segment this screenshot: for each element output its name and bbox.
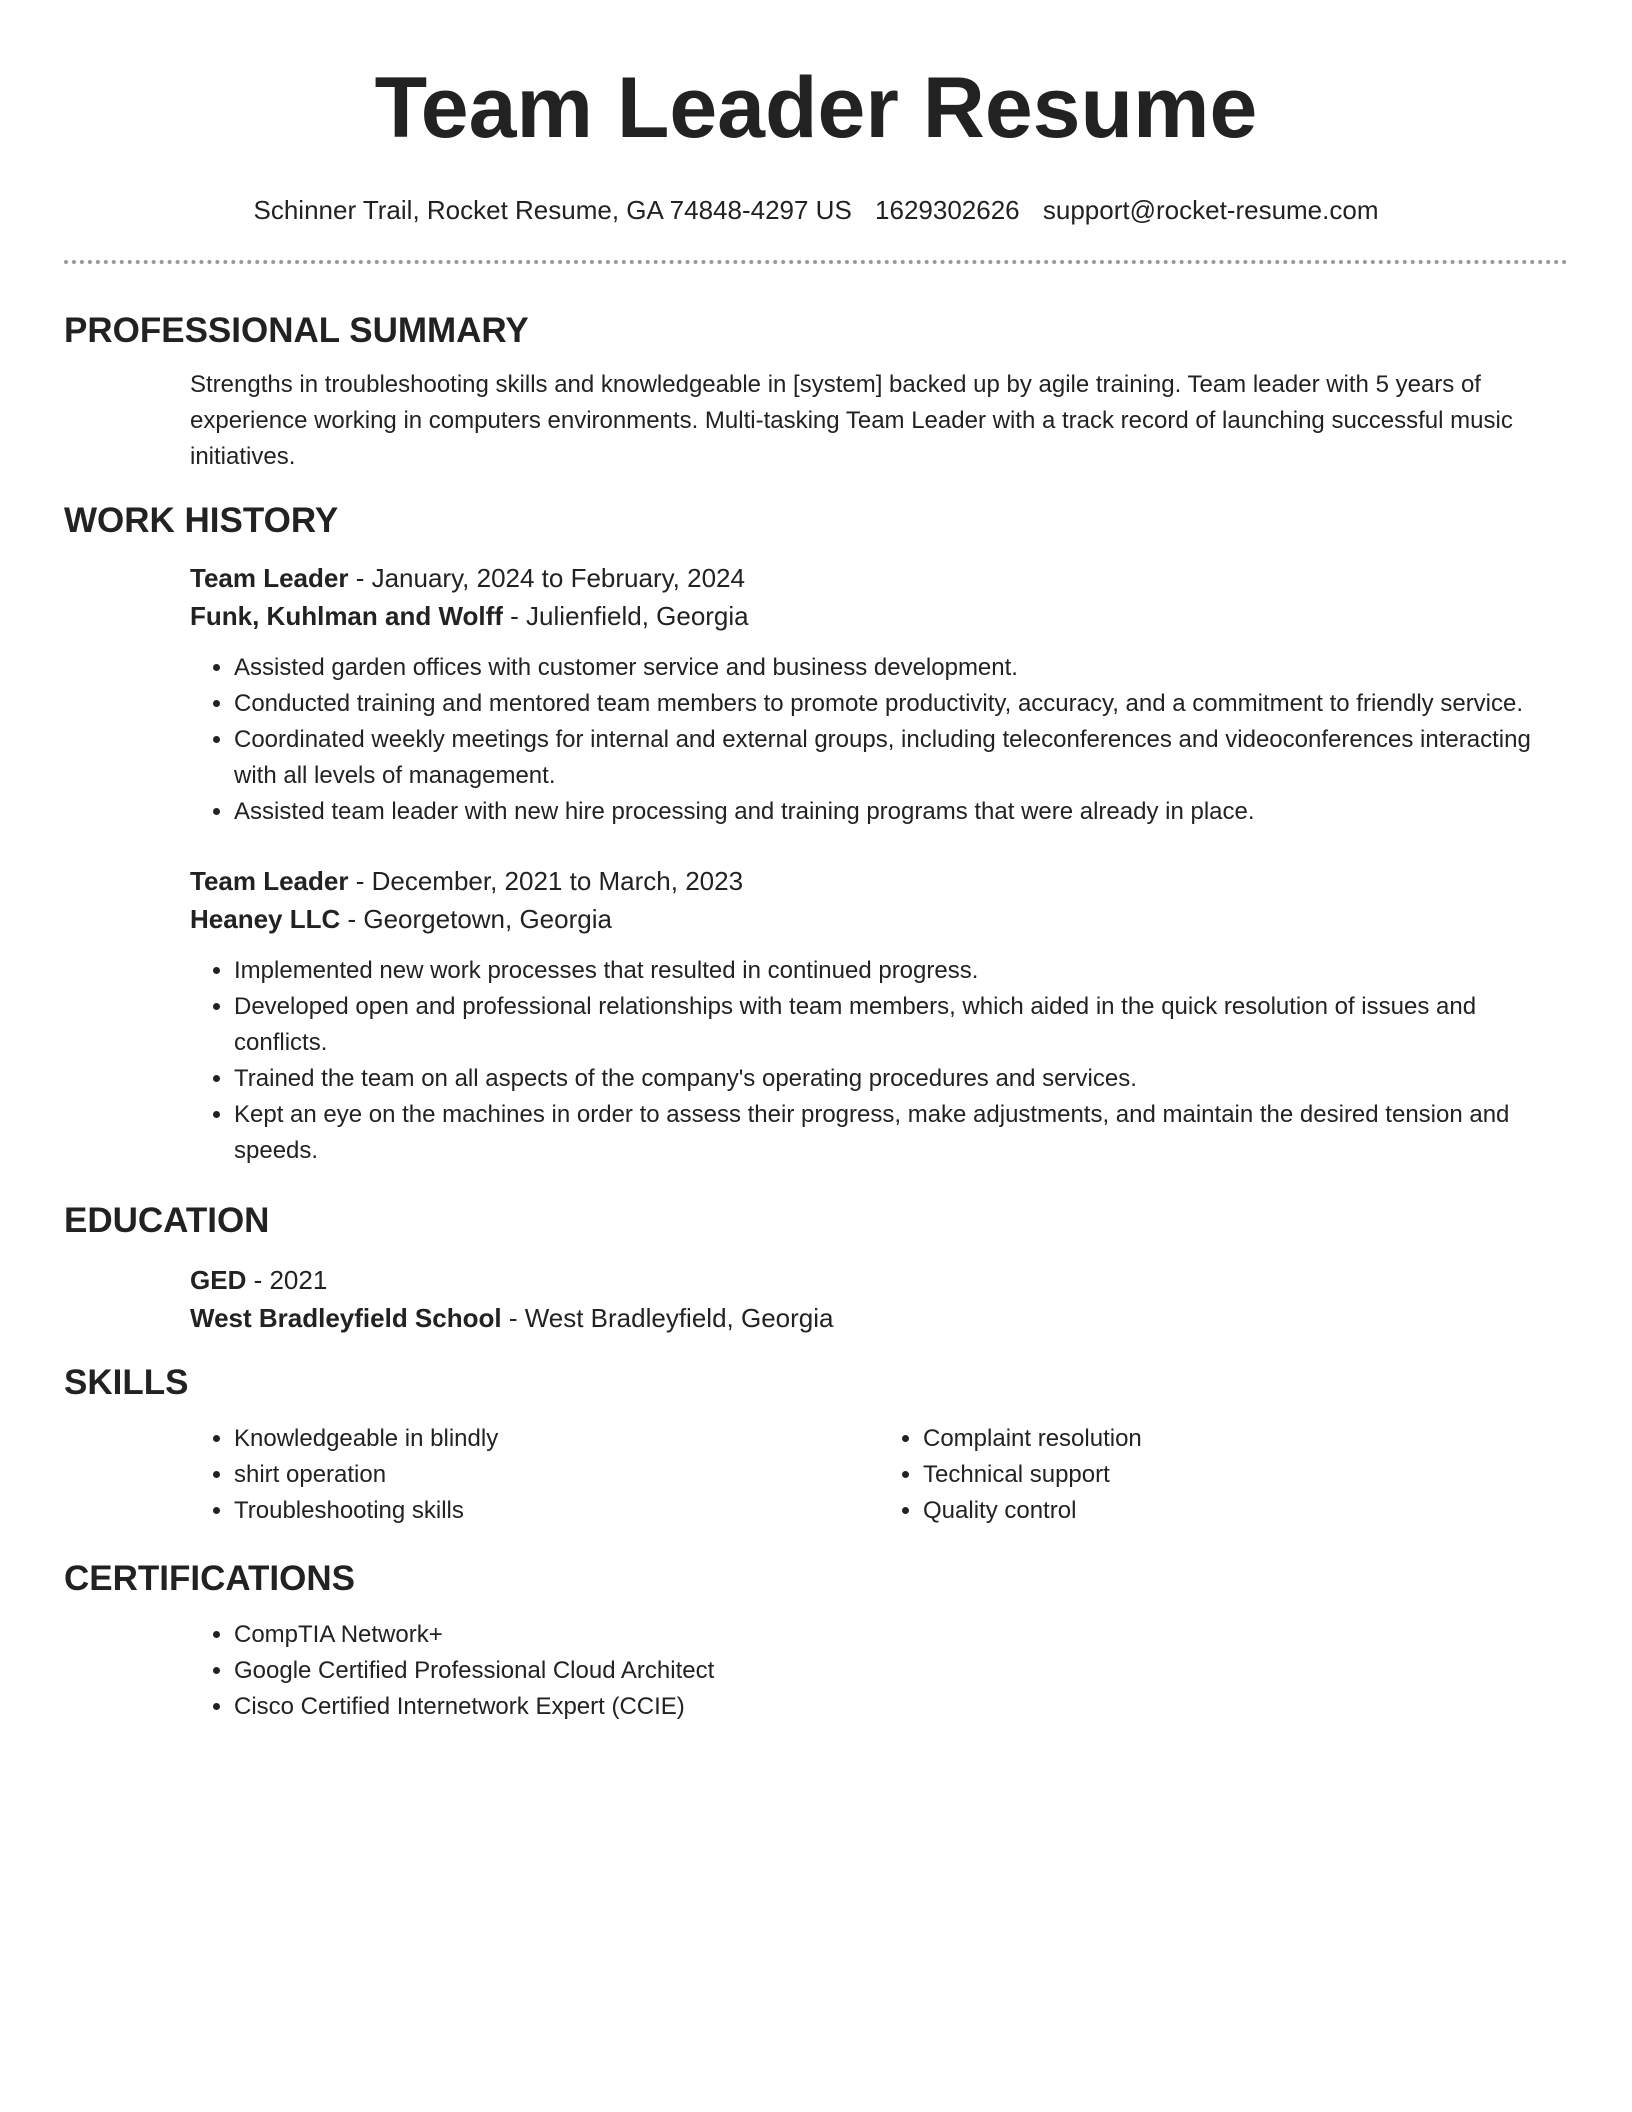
- contact-line: [64, 194, 1568, 226]
- job-dates: - January, 2024 to February, 2024: [348, 563, 745, 593]
- summary-text: Strengths in troubleshooting skills and knowledgeable in [system] backed up by agile training. Team leader with 5 years of experience working in computers environments. Multi-tasking Team Leader with a track record of launching successful music initiatives.: [190, 371, 1513, 470]
- list-item: • Troubleshooting skills: [234, 1493, 879, 1529]
- job-bullets: [190, 953, 1568, 1169]
- job-title: Team Leader: [190, 866, 349, 896]
- job-company-line: [190, 597, 1568, 635]
- list-item: • Implemented new work processes that resulted in continued progress.: [234, 953, 1568, 989]
- certifications-list: [190, 1617, 1568, 1725]
- job-location: - Georgetown, Georgia: [340, 904, 612, 934]
- education-school-line: [190, 1299, 1568, 1337]
- skills-right-column: [879, 1421, 1568, 1529]
- list-item: • Developed open and professional relationships with team members, which aided in the quick resolution of issues and conflicts.: [234, 989, 1568, 1061]
- certifications-heading: CERTIFICATIONS: [64, 1559, 356, 1598]
- job-bullets: [190, 650, 1568, 830]
- job-company: Heaney LLC: [190, 904, 341, 934]
- resume-title: Team Leader Resume: [374, 60, 1258, 156]
- education-heading: EDUCATION: [64, 1201, 270, 1240]
- job-entry: [190, 862, 1568, 1169]
- skills-grid: [190, 1421, 1568, 1529]
- job-title-line: [190, 559, 1568, 597]
- job-company-line: [190, 900, 1568, 938]
- certifications-block: [190, 1617, 1568, 1725]
- skills-left-column: [190, 1421, 879, 1529]
- education-degree: GED: [190, 1265, 247, 1295]
- job-entry: [190, 559, 1568, 830]
- list-item: • Complaint resolution: [923, 1421, 1568, 1457]
- list-item: • Quality control: [923, 1493, 1568, 1529]
- list-item: • Kept an eye on the machines in order to assess their progress, make adjustments, and maintain the desired tension and speeds.: [234, 1097, 1568, 1169]
- list-item: • Google Certified Professional Cloud Architect: [234, 1653, 1568, 1689]
- list-item: • Cisco Certified Internetwork Expert (CCIE): [234, 1689, 1568, 1725]
- list-item: • shirt operation: [234, 1457, 879, 1493]
- work-history-heading: WORK HISTORY: [64, 501, 339, 540]
- job-title-line: [190, 862, 1568, 900]
- education-entry: [190, 1261, 1568, 1337]
- education-location: - West Bradleyfield, Georgia: [501, 1303, 834, 1333]
- list-item: • Knowledgeable in blindly: [234, 1421, 879, 1457]
- job-dates: - December, 2021 to March, 2023: [348, 866, 744, 896]
- contact-phone: 1629302626: [875, 195, 1020, 225]
- contact-email: support@rocket-resume.com: [1042, 195, 1379, 225]
- list-item: • Technical support: [923, 1457, 1568, 1493]
- list-item: • Conducted training and mentored team members to promote productivity, accuracy, and a commitment to friendly service.: [234, 686, 1568, 722]
- list-item: • Assisted garden offices with customer service and business development.: [234, 650, 1568, 686]
- list-item: • Coordinated weekly meetings for internal and external groups, including teleconferences and videoconferences interacting with all levels of management.: [234, 722, 1568, 794]
- skills-heading: SKILLS: [64, 1363, 189, 1402]
- header-divider: [64, 260, 1568, 264]
- education-school: West Bradleyfield School: [190, 1303, 502, 1333]
- summary-heading: PROFESSIONAL SUMMARY: [64, 311, 529, 350]
- list-item: • Trained the team on all aspects of the company's operating procedures and services.: [234, 1061, 1568, 1097]
- contact-address: Schinner Trail, Rocket Resume, GA 74848-4297 US: [253, 195, 852, 225]
- job-location: - Julienfield, Georgia: [502, 601, 749, 631]
- education-year: - 2021: [246, 1265, 328, 1295]
- job-title: Team Leader: [190, 563, 349, 593]
- list-item: • Assisted team leader with new hire processing and training programs that were already in place.: [234, 794, 1568, 830]
- list-item: • CompTIA Network+: [234, 1617, 1568, 1653]
- job-company: Funk, Kuhlman and Wolff: [190, 601, 503, 631]
- education-degree-line: [190, 1261, 1568, 1299]
